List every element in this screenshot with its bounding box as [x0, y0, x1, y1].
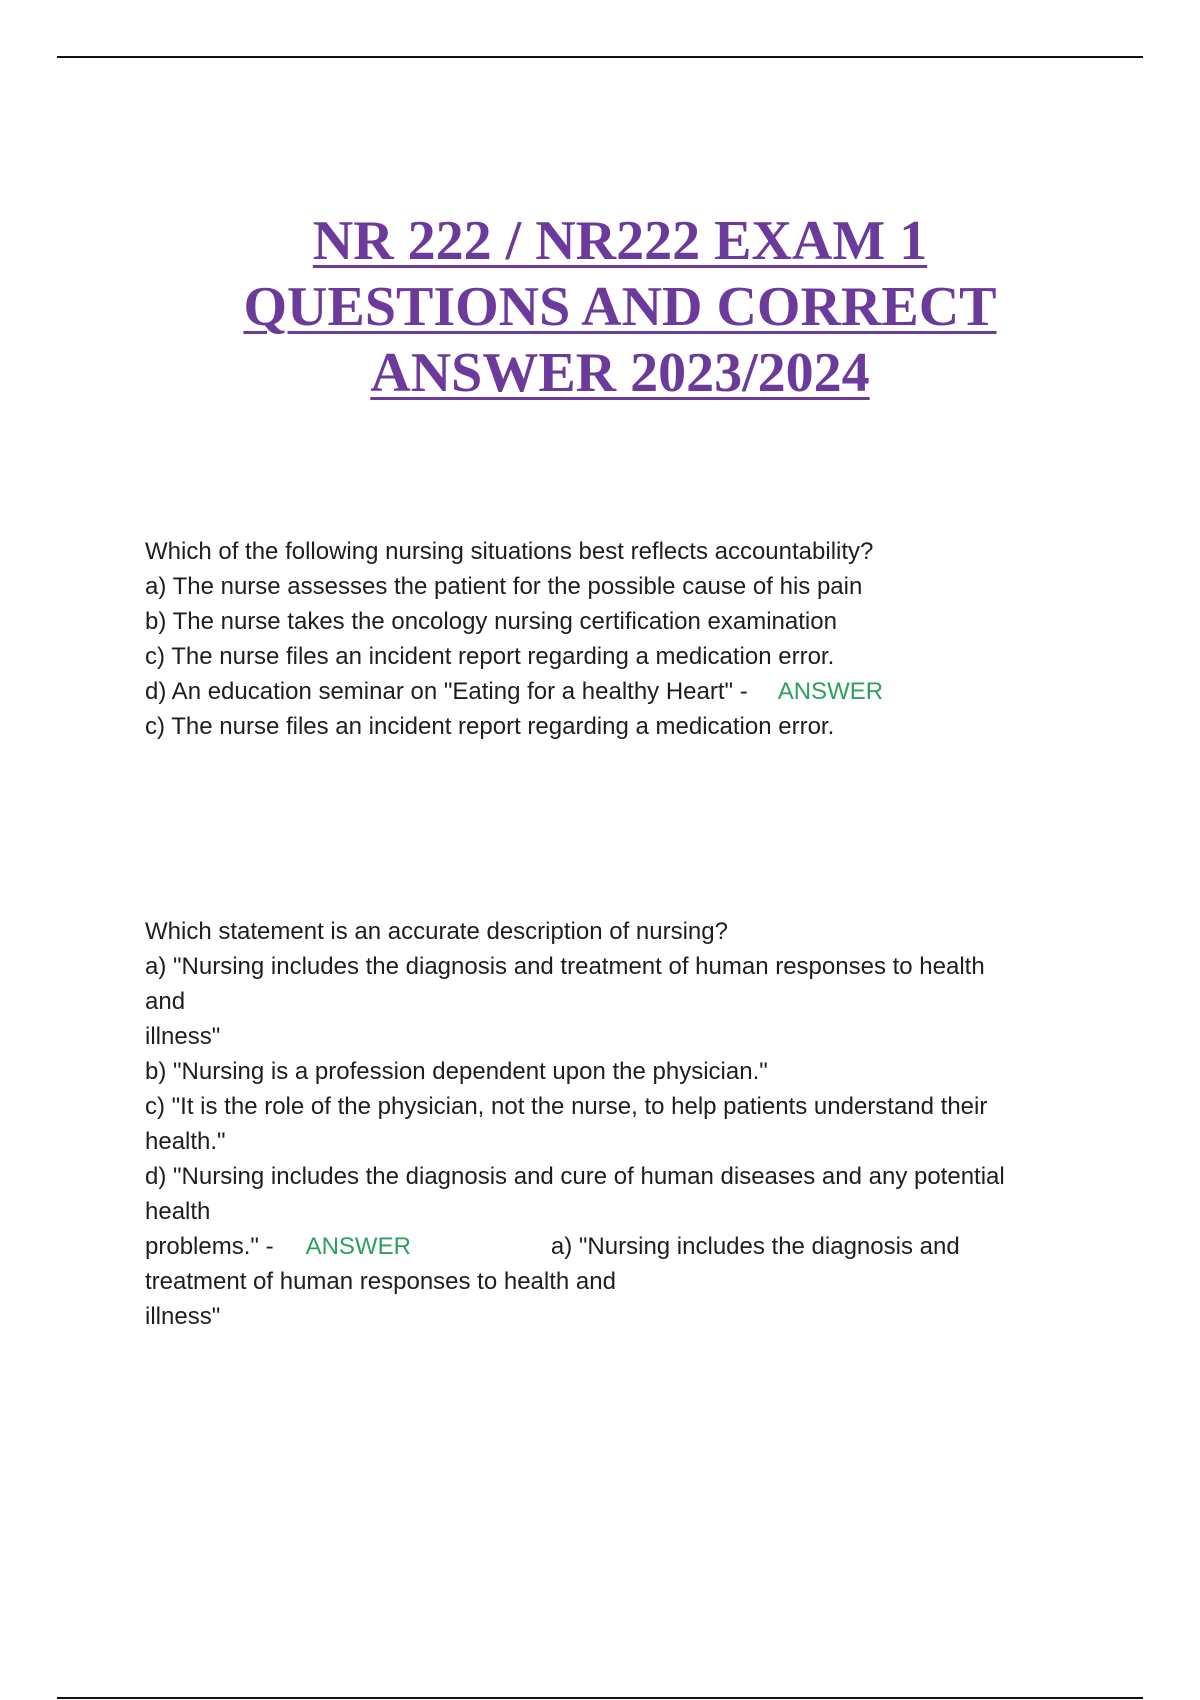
question-2-answer-cont: treatment of human responses to health and — [145, 1268, 616, 1295]
title-line-1: NR 222 / NR222 EXAM 1 — [312, 210, 928, 272]
question-2-option-line: c) "It is the role of the physician, not the nurse, to help patients understand their — [145, 1093, 988, 1120]
question-2-option-line: b) "Nursing is a profession dependent upon the physician." — [145, 1058, 768, 1085]
question-2-option-line: d) "Nursing includes the diagnosis and cure of human diseases and any potential — [145, 1163, 1005, 1190]
title-line-3: ANSWER 2023/2024 — [370, 342, 870, 404]
question-2-answer-cont: illness" — [145, 1303, 221, 1330]
question-2 — [145, 914, 1085, 1334]
question-1-option-a: a) The nurse assesses the patient for the possible cause of his pain — [145, 573, 863, 600]
question-2-option-line: health." — [145, 1128, 226, 1155]
question-1 — [145, 534, 1085, 744]
top-rule — [57, 56, 1143, 58]
question-2-answer-start: a) "Nursing includes the diagnosis and — [550, 1233, 960, 1260]
question-2-option-line: health — [145, 1198, 211, 1225]
question-2-option-line: illness" — [145, 1023, 221, 1050]
question-1-option-b: b) The nurse takes the oncology nursing certification examination — [145, 608, 837, 635]
question-2-option-d-end: problems." - — [145, 1233, 274, 1260]
question-1-option-d: d) An education seminar on "Eating for a healthy Heart" - — [145, 678, 748, 705]
question-1-option-c: c) The nurse files an incident report regarding a medication error. — [145, 643, 835, 670]
title-line-2: QUESTIONS AND CORRECT — [243, 276, 997, 338]
question-1-prompt: Which of the following nursing situations best reflects accountability? — [145, 538, 874, 565]
document-title — [0, 208, 1200, 406]
question-2-option-line: a) "Nursing includes the diagnosis and treatment of human responses to health — [145, 953, 985, 980]
question-1-answer-label: ANSWER — [777, 678, 884, 705]
question-1-option-d-line — [145, 674, 1085, 709]
question-2-option-line: and — [145, 988, 186, 1015]
question-2-answer-label: ANSWER — [305, 1233, 411, 1260]
bottom-rule — [57, 1697, 1143, 1699]
question-2-prompt: Which statement is an accurate description of nursing? — [145, 918, 728, 945]
question-2-answer-line — [145, 1229, 1085, 1264]
question-1-answer: c) The nurse files an incident report regarding a medication error. — [145, 713, 835, 740]
